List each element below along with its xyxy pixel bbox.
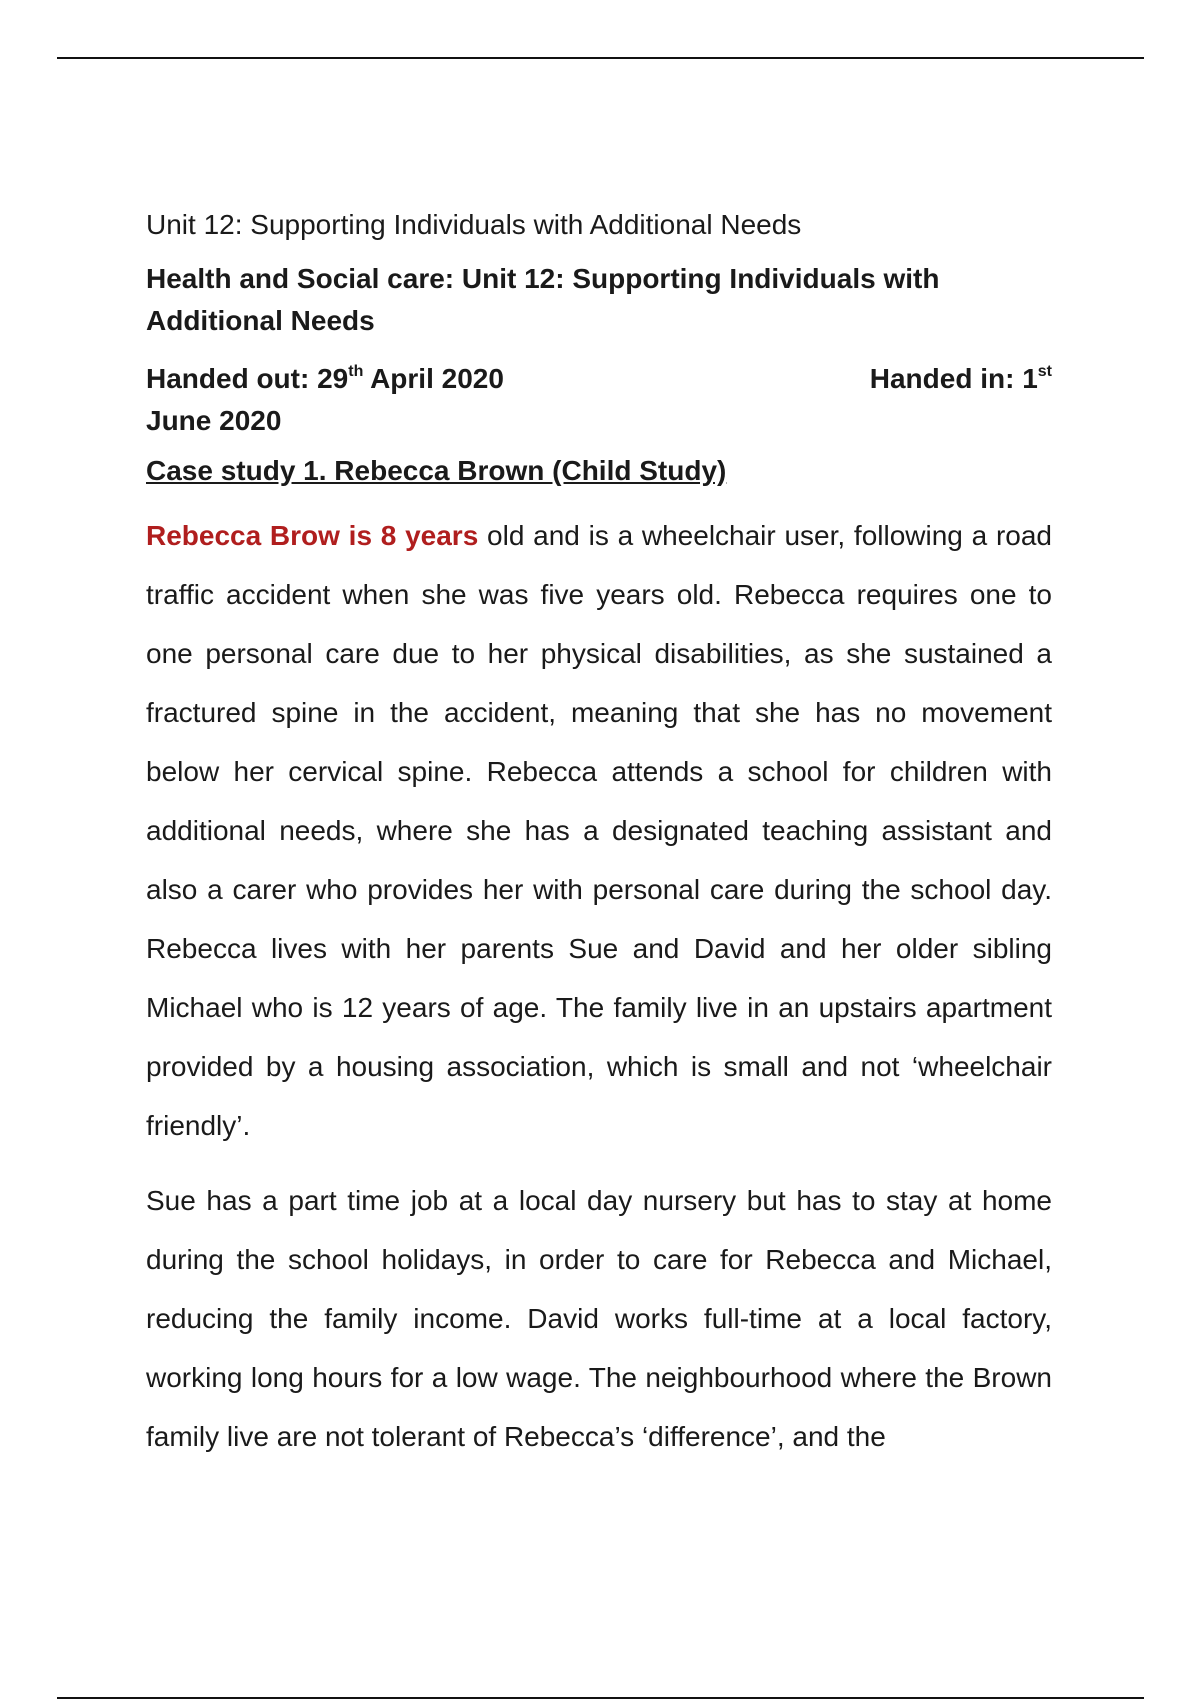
document-heading: Health and Social care: Unit 12: Supporting Individuals with Additional Needs	[146, 263, 940, 336]
header-rule	[57, 57, 1144, 59]
handed-out-rest: April 2020	[363, 363, 504, 394]
handed-in-date: June 2020	[146, 405, 282, 436]
unit-line: Unit 12: Supporting Individuals with Additional Needs	[146, 209, 802, 240]
handed-out-label: Handed out: 29	[146, 363, 349, 394]
paragraph-2: Sue has a part time job at a local day nursery but has to stay at home during the school holidays, in order to care for Rebecca and Michael, reducing the family income. David works full-time at a local factory, working long hours for a low wage. The neighbourhood where the Brown family live are not tolerant of Rebecca’s ‘difference’, and the	[146, 1185, 1052, 1452]
paragraph-1	[146, 506, 1052, 1155]
document-body	[146, 200, 1052, 1466]
case-study-title: Case study 1. Rebecca Brown (Child Study)	[146, 455, 727, 486]
footer-rule	[57, 1697, 1144, 1699]
handed-in-suffix: st	[1037, 363, 1052, 380]
dates-block	[146, 358, 1052, 442]
handed-out-suffix: th	[348, 363, 364, 380]
handed-out	[146, 358, 504, 400]
handed-in	[870, 358, 1052, 400]
paragraph-1-highlight: Rebecca Brow is 8 years	[146, 520, 479, 551]
handed-in-label: Handed in: 1	[869, 363, 1038, 394]
paragraph-1-text: old and is a wheelchair user, following a road traffic accident when she was five years old. Rebecca requires one to one personal care due to her physical disabilities, as she sustained a fractured spine in the accident, meaning that she has no movement below her cervical spine. Rebecca attends a school for children with additional needs, where she has a designated teaching assistant and also a carer who provides her with personal care during the school day. Rebecca lives with her parents Sue and David and her older sibling Michael who is 12 years of age. The family live in an upstairs apartment provided by a housing association, which is small and not ‘wheelchair friendly’.	[146, 520, 1052, 1141]
